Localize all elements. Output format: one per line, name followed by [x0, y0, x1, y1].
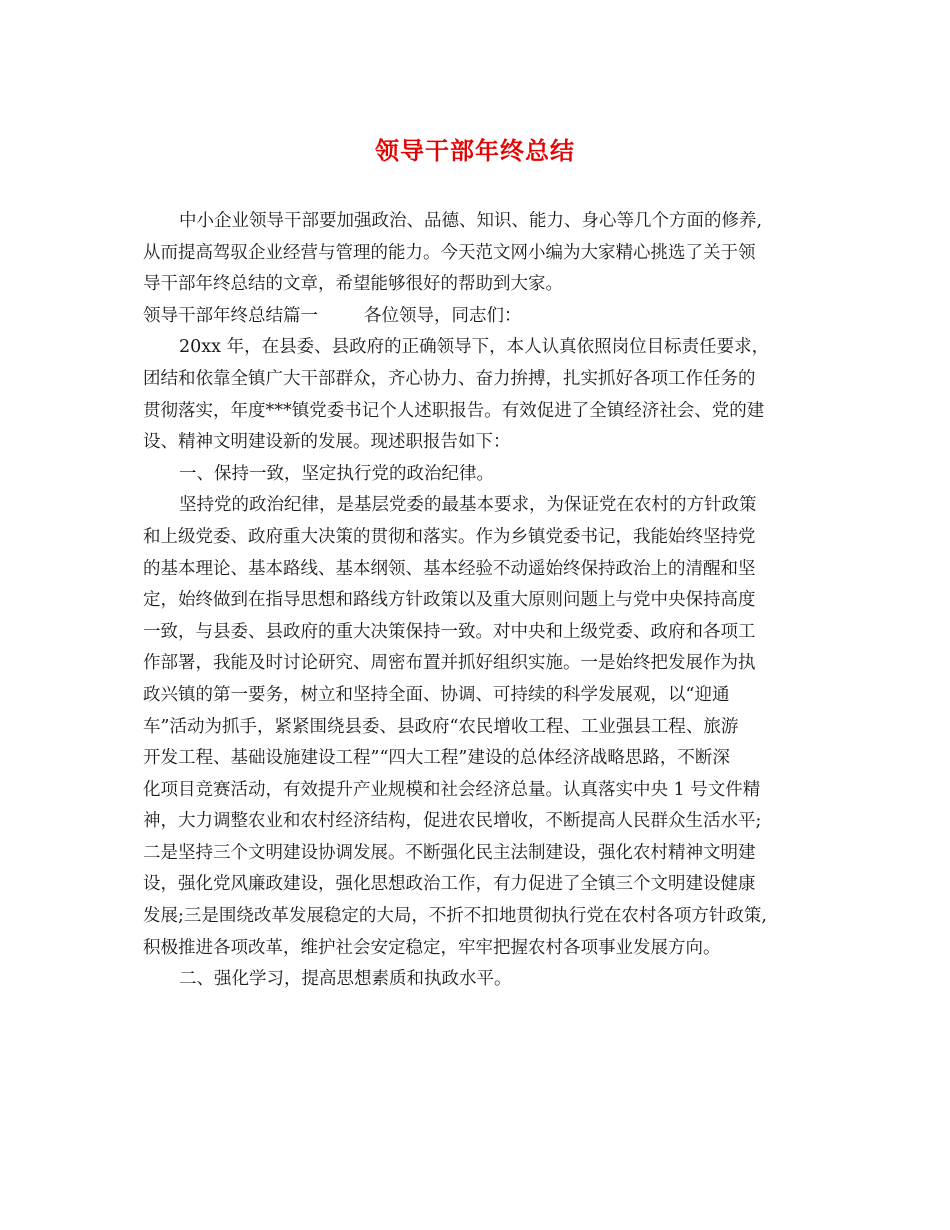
- text-line: [143, 838, 823, 870]
- text-line: [143, 617, 823, 649]
- text-line-content: 积极推进各项改革，维护社会安定稳定，牢牢把握农村各项事业发展方向。: [143, 937, 721, 958]
- text-line: [143, 933, 823, 965]
- text-line: [143, 206, 823, 238]
- text-line-content: 车”活动为抓手，紧紧围绕县委、县政府“农民增收工程、工业强县工程、旅游: [143, 716, 739, 737]
- salutation: 各位领导，同志们：: [364, 305, 522, 326]
- text-line-content: 定，始终做到在指导思想和路线方针政策以及重大原则问题上与党中央保持高度: [143, 590, 756, 611]
- text-line-content: 一致，与县委、县政府的重大决策保持一致。对中央和上级党委、政府和各项工: [143, 621, 756, 642]
- text-line-content: 作部署，我能及时讨论研究、周密布置并抓好组织实施。一是始终把发展作为执: [143, 653, 756, 674]
- text-line: [143, 301, 823, 333]
- text-line-content: 领导干部年终总结篇一: [143, 305, 318, 326]
- text-line: [143, 806, 823, 838]
- text-line: [143, 269, 823, 301]
- text-line-content: 贯彻落实，年度***镇党委书记个人述职报告。有效促进了全镇经济社会、党的建: [143, 400, 765, 421]
- text-line-content: 设、精神文明建设新的发展。现述职报告如下：: [143, 432, 511, 453]
- text-line-content: 神，大力调整农业和农村经济结构，促进农民增收，不断提高人民群众生活水平;: [143, 811, 762, 832]
- text-line-content: 从而提高驾驭企业经营与管理的能力。今天范文网小编为大家精心挑选了关于领: [143, 242, 756, 263]
- text-line: [143, 238, 823, 270]
- text-line: [143, 554, 823, 586]
- text-line: [143, 332, 823, 364]
- text-line-content: 政兴镇的第一要务，树立和坚持全面、协调、可持续的科学发展观，以“迎通: [143, 684, 730, 705]
- text-line: [143, 712, 823, 744]
- text-line-content: 化项目竞赛活动，有效提升产业规模和社会经济总量。认真落实中央 1 号文件精: [143, 779, 761, 800]
- text-line: [143, 680, 823, 712]
- text-line-content: 设，强化党风廉政建设，强化思想政治工作，有力促进了全镇三个文明建设健康: [143, 874, 756, 895]
- text-line-content: 开发工程、基础设施建设工程”“四大工程”建设的总体经济战略思路，不断深: [143, 748, 730, 769]
- text-line-content: 20xx 年，在县委、县政府的正确领导下，本人认真依照岗位目标责任要求，: [179, 337, 770, 358]
- text-line: [143, 585, 823, 617]
- document-title: 领导干部年终总结: [375, 136, 575, 165]
- text-line-content: 一、保持一致，坚定执行党的政治纪律。: [179, 463, 494, 484]
- text-line-content: 团结和依靠全镇广大干部群众，齐心协力、奋力拚搏，扎实抓好各项工作任务的: [143, 368, 756, 389]
- text-line: [143, 648, 823, 680]
- text-line: [143, 743, 823, 775]
- text-line: [143, 490, 823, 522]
- text-line-content: 中小企业领导干部要加强政治、品德、知识、能力、身心等几个方面的修养,: [179, 211, 763, 231]
- text-line: [143, 901, 823, 933]
- text-line: [143, 775, 823, 807]
- text-line-content: 发展;三是围绕改革发展稳定的大局，不折不扣地贯彻执行党在农村各项方针政策,: [143, 906, 767, 927]
- text-line-content: 导干部年终总结的文章，希望能够很好的帮助到大家。: [143, 274, 563, 295]
- text-line-content: 坚持党的政治纪律，是基层党委的最基本要求，为保证党在农村的方针政策: [179, 495, 757, 516]
- text-line: [143, 522, 823, 554]
- text-line-content: 二是坚持三个文明建设协调发展。不断强化民主法制建设，强化农村精神文明建: [143, 842, 756, 863]
- text-line: [143, 396, 823, 428]
- text-line: [143, 364, 823, 396]
- text-line-content: 二、强化学习，提高思想素质和执政水平。: [179, 969, 512, 990]
- text-line-content: 的基本理论、基本路线、基本纲领、基本经验不动遥始终保持政治上的清醒和坚: [143, 558, 756, 579]
- text-line: [143, 427, 823, 459]
- document-body: [143, 206, 823, 996]
- text-line-content: 和上级党委、政府重大决策的贯彻和落实。作为乡镇党委书记，我能始终坚持党: [143, 526, 756, 547]
- text-line: [143, 869, 823, 901]
- text-line: [143, 459, 823, 491]
- text-line: [143, 964, 823, 996]
